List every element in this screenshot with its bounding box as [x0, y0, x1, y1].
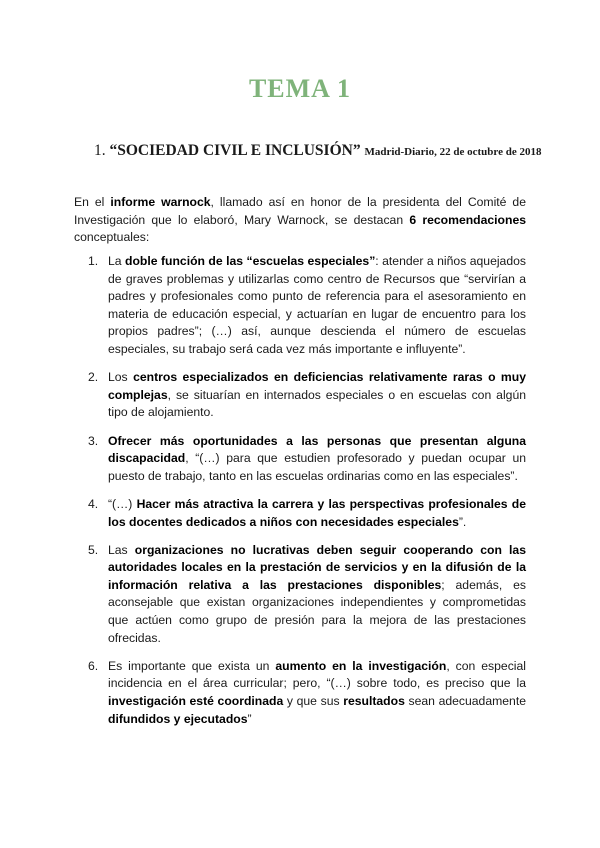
text: sean adecuadamente — [404, 694, 526, 709]
text: y que sus — [283, 694, 344, 709]
page-title: TEMA 1 — [248, 74, 352, 103]
text: Es importante que exista un — [108, 658, 276, 673]
bold-text: aumento en la investigación — [275, 658, 447, 673]
section-number: 1. — [94, 142, 106, 159]
bold-text: informe warnock — [110, 195, 211, 209]
list-item — [74, 542, 526, 648]
bold-text: Hacer más atractiva la carrera y las perspectivas profesionales de los docentes dedicados a niños con necesidades especiales — [108, 496, 527, 529]
bold-text: investigación esté coordinada — [108, 694, 284, 709]
section-source: Madrid-Diario, 22 de octubre de 2018 — [364, 146, 542, 158]
list-item — [74, 369, 526, 422]
bold-text: difundidos y ejecutados — [108, 711, 248, 726]
bold-text: resultados — [343, 694, 405, 709]
text: ; además, es aconsejable que existan organizaciones independientes y comprometidas que actúen como grupo de presión para la mejora de las prestaciones ofrecidas. — [108, 577, 526, 645]
text: , “(…) para que estudien profesorado y puedan ocupar un puesto de trabajo, tanto en las escuelas ordinarias como en las especiales”. — [108, 451, 526, 483]
bold-text: centros especializados en deficiencias relativamente raras o muy complejas — [108, 370, 526, 402]
text: , se situarían en internados especiales o en escuelas con algún tipo de alojamiento. — [108, 387, 526, 420]
text: , con especial incidencia en el área curricular; pero, “(…) sobre todo, es preciso que la — [108, 658, 526, 691]
recommendations-list — [74, 253, 526, 739]
list-marker: 2. — [88, 370, 99, 385]
text: ”. — [458, 514, 467, 529]
list-item — [74, 496, 526, 531]
list-marker: 3. — [88, 433, 99, 448]
text: , llamado así en honor de la presidenta del Comité de Investigación que lo elaboró, Mary Warnock, se destacan — [74, 195, 526, 227]
bold-text: Ofrecer más oportunidades a las personas que presentan alguna discapacidad — [108, 433, 526, 466]
section-heading — [94, 142, 554, 160]
list-item — [74, 433, 526, 486]
bold-text: 6 recomendaciones — [409, 212, 526, 227]
text: ” — [247, 711, 252, 726]
section-title: “SOCIEDAD CIVIL E INCLUSIÓN” — [109, 142, 361, 159]
text: En el — [74, 195, 111, 209]
text: : atender a niños aquejados de graves problemas y utilizarlas como centro de Recursos que “servirían a padres y profesionales como punto de referencia para el asesoramiento en materia de educación especial, y actuarían en lugar de encuentro para los propios padres”; (…) así, aunque descienda el número de escuelas especiales, su trabajo será cada vez más importante e influyente”. — [108, 254, 526, 356]
intro-paragraph — [74, 194, 526, 247]
list-marker: 4. — [88, 496, 99, 511]
bold-text: organizaciones no lucrativas deben seguir cooperando con las autoridades locales en la prestación de servicios y en la difusión de la información relativa a las prestaciones disponibles — [108, 542, 526, 592]
list-marker: 6. — [88, 658, 99, 673]
list-item — [74, 253, 526, 359]
list-marker: 1. — [88, 254, 99, 268]
bold-text: doble función de las “escuelas especiales” — [125, 254, 376, 268]
text: conceptuales: — [74, 230, 150, 245]
text: La — [108, 254, 126, 268]
list-marker: 5. — [88, 542, 99, 557]
text: Las — [108, 542, 135, 557]
text: Los — [108, 370, 134, 385]
text: “(…) — [108, 496, 137, 511]
list-item — [74, 658, 526, 728]
